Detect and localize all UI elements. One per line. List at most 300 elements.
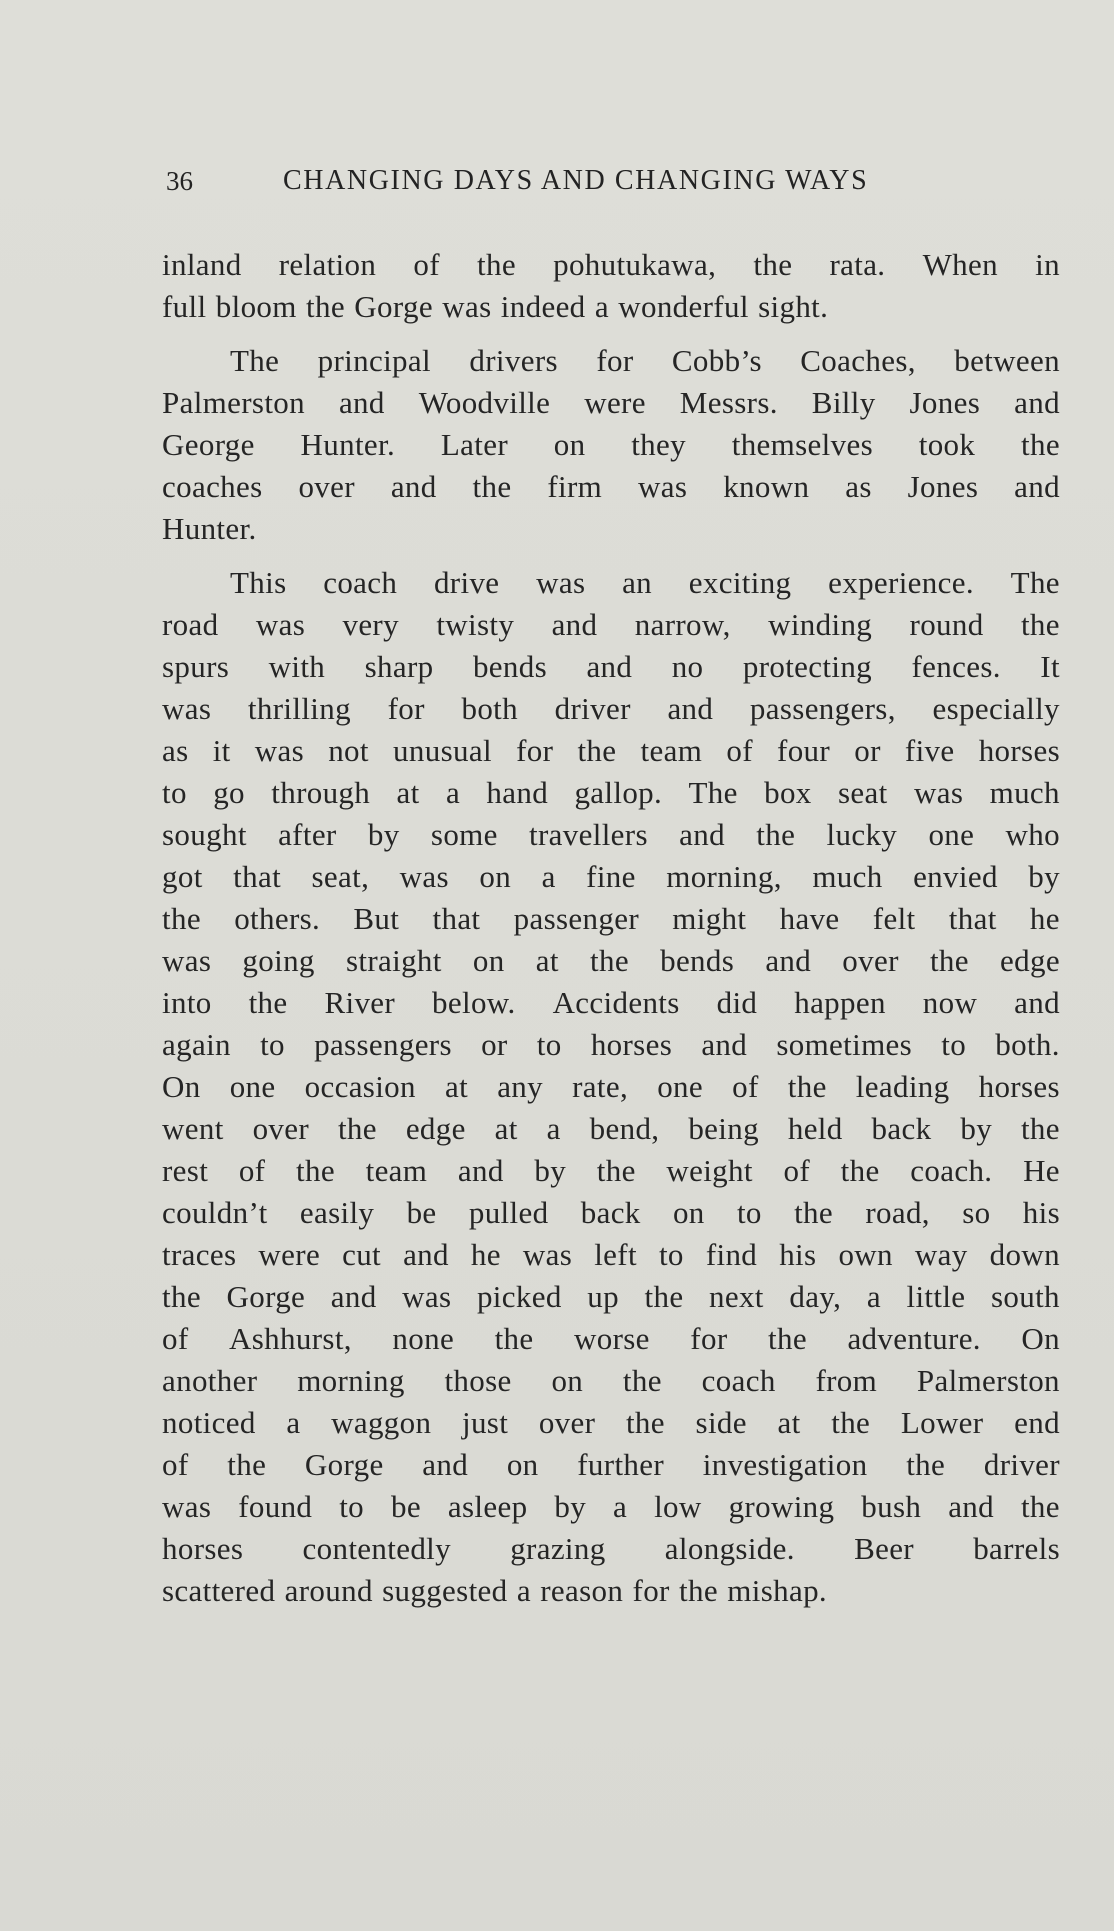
word: drive: [433, 565, 500, 600]
word: with: [268, 649, 326, 684]
word: went: [162, 1111, 224, 1146]
word: just: [461, 1405, 509, 1440]
word: Gorge: [304, 1447, 384, 1482]
word: bloom: [215, 289, 297, 324]
word: was: [442, 289, 492, 324]
word: exciting: [688, 565, 792, 600]
word: and: [338, 385, 385, 420]
word: happen: [794, 985, 886, 1020]
word: the: [227, 1447, 267, 1482]
word: be: [390, 1489, 421, 1524]
word: by: [534, 1153, 567, 1188]
word: a: [516, 1573, 531, 1608]
word: the: [494, 1321, 534, 1356]
word: passenger: [513, 901, 640, 936]
word: back: [871, 1111, 932, 1146]
word: by: [367, 817, 400, 852]
word: to: [339, 1489, 365, 1524]
word: occasion: [304, 1069, 416, 1104]
word: was: [255, 607, 306, 642]
text-line: [162, 1024, 1060, 1066]
word: the: [929, 943, 969, 978]
word: reason: [540, 1573, 624, 1608]
paragraph-1: [162, 244, 1062, 328]
word: especially: [932, 691, 1060, 726]
word: twisty: [436, 607, 515, 642]
word: again: [162, 1027, 231, 1062]
word: seat,: [311, 859, 370, 894]
text-line: [162, 382, 1060, 424]
word: Lower: [900, 1405, 984, 1440]
word: and: [422, 1447, 469, 1482]
word: of: [726, 733, 753, 768]
word: by: [554, 1489, 587, 1524]
word: a: [286, 1405, 301, 1440]
word: his: [779, 1237, 817, 1272]
word: noticed: [162, 1405, 256, 1440]
word: edge: [1000, 943, 1060, 978]
text-line: [162, 1360, 1060, 1402]
word: and: [667, 691, 714, 726]
word: at: [494, 1111, 518, 1146]
word: the: [337, 1111, 377, 1146]
word: end: [1014, 1405, 1060, 1440]
word: The: [1010, 565, 1060, 600]
word: some: [430, 817, 498, 852]
word: to: [260, 1027, 285, 1062]
word: fences.: [911, 649, 1001, 684]
word: over: [252, 1111, 310, 1146]
word: principal: [317, 343, 431, 378]
word: of: [238, 1153, 266, 1188]
word: bush: [861, 1489, 922, 1524]
word: be: [406, 1195, 437, 1230]
word: between: [954, 343, 1060, 378]
word: coach.: [910, 1153, 993, 1188]
word: on: [479, 859, 512, 894]
word: Later: [440, 427, 508, 462]
word: a: [541, 859, 556, 894]
word: Palmerston: [916, 1363, 1060, 1398]
word: did: [716, 985, 758, 1020]
text-line: [230, 562, 1060, 604]
word: or: [481, 1027, 508, 1062]
word: after: [278, 817, 337, 852]
word: Palmerston: [162, 385, 305, 420]
word: spurs: [162, 649, 230, 684]
word: the: [756, 817, 796, 852]
word: and: [403, 1237, 449, 1272]
word: for: [387, 691, 425, 726]
word: grazing: [510, 1531, 606, 1566]
word: This: [230, 565, 287, 600]
text-line: [162, 1276, 1060, 1318]
word: the: [1020, 607, 1060, 642]
word: below.: [432, 985, 516, 1020]
word: adventure.: [847, 1321, 981, 1356]
word: mishap.: [727, 1573, 828, 1608]
word: It: [1040, 649, 1060, 684]
word: rest: [162, 1153, 209, 1188]
word: those: [444, 1363, 512, 1398]
word: the: [906, 1447, 946, 1482]
word: the: [840, 1153, 880, 1188]
word: one: [229, 1069, 276, 1104]
word: none: [392, 1321, 455, 1356]
word: around: [284, 1573, 373, 1608]
word: found: [238, 1489, 313, 1524]
word: road: [162, 607, 219, 642]
word: it: [212, 733, 231, 768]
word: Hunter.: [300, 427, 396, 462]
word: another: [162, 1363, 258, 1398]
word: horses: [162, 1531, 244, 1566]
word: the: [596, 1153, 636, 1188]
word: driver: [983, 1447, 1060, 1482]
word: lucky: [826, 817, 898, 852]
word: the: [1021, 427, 1060, 462]
word: unusual: [393, 733, 492, 768]
text-line: [162, 940, 1060, 982]
word: as: [162, 733, 189, 768]
word: the: [590, 943, 629, 978]
word: and: [551, 607, 598, 642]
word: and: [765, 943, 812, 978]
text-line: [162, 1570, 1060, 1612]
word: who: [1005, 817, 1060, 852]
word: and: [948, 1489, 995, 1524]
word: at: [777, 1405, 801, 1440]
word: was: [162, 691, 212, 726]
word: for: [596, 343, 634, 378]
word: that: [233, 859, 282, 894]
word: very: [342, 607, 399, 642]
text-line: [162, 898, 1060, 940]
word: side: [695, 1405, 747, 1440]
body-text: [162, 244, 1062, 1612]
word: the: [1020, 1111, 1060, 1146]
word: winding: [768, 607, 873, 642]
word: was: [522, 1237, 573, 1272]
word: known: [723, 469, 810, 504]
word: Gorge: [354, 289, 433, 324]
word: through: [271, 775, 371, 810]
word: so: [962, 1195, 991, 1230]
word: as: [845, 469, 872, 504]
word: now: [922, 985, 978, 1020]
word: alongside.: [664, 1531, 795, 1566]
word: rate,: [572, 1069, 629, 1104]
word: coaches: [162, 469, 263, 504]
word: morning,: [666, 859, 782, 894]
running-title: CHANGING DAYS AND CHANGING WAYS: [283, 165, 869, 196]
word: the: [296, 1153, 335, 1188]
word: were: [258, 1237, 321, 1272]
word: the: [625, 1405, 665, 1440]
word: horses: [590, 1027, 673, 1062]
word: on: [551, 1363, 584, 1398]
word: further: [577, 1447, 665, 1482]
word: He: [1023, 1153, 1060, 1188]
word: seat: [838, 775, 888, 810]
word: horses: [978, 733, 1060, 768]
word: pohutukawa,: [553, 247, 717, 282]
word: got: [162, 859, 203, 894]
word: held: [787, 1111, 843, 1146]
word: both.: [995, 1027, 1060, 1062]
word: Coaches,: [800, 343, 916, 378]
word: was: [399, 859, 449, 894]
word: traces: [162, 1237, 237, 1272]
word: But: [353, 901, 400, 936]
paragraph-3: [162, 562, 1062, 1612]
word: Jones: [907, 469, 979, 504]
text-line: [162, 424, 1060, 466]
word: Hunter.: [162, 511, 257, 546]
word: the: [768, 1321, 807, 1356]
text-line: [162, 1150, 1060, 1192]
word: back: [580, 1195, 641, 1230]
text-line: [162, 1318, 1060, 1360]
word: have: [779, 901, 840, 936]
word: find: [705, 1237, 758, 1272]
word: themselves: [731, 427, 873, 462]
word: he: [470, 1237, 501, 1272]
word: on: [553, 427, 586, 462]
word: down: [989, 1237, 1060, 1272]
word: cut: [342, 1237, 382, 1272]
word: of: [783, 1153, 811, 1188]
word: River: [324, 985, 396, 1020]
word: the: [248, 985, 288, 1020]
text-line: [162, 646, 1060, 688]
word: to: [736, 1195, 762, 1230]
word: to: [941, 1027, 967, 1062]
word: left: [594, 1237, 637, 1272]
word: a: [445, 775, 461, 810]
word: day,: [789, 1279, 842, 1314]
text-line: [162, 1444, 1060, 1486]
word: next: [709, 1279, 764, 1314]
text-line: [162, 604, 1060, 646]
word: the: [472, 469, 512, 504]
word: envied: [913, 859, 998, 894]
word: bend,: [589, 1111, 660, 1146]
word: hand: [486, 775, 549, 810]
word: the: [753, 247, 793, 282]
word: straight: [345, 943, 442, 978]
word: the: [306, 289, 345, 324]
word: the: [794, 1195, 834, 1230]
word: firm: [547, 469, 603, 504]
word: suggested: [382, 1573, 508, 1608]
word: picked: [476, 1279, 562, 1314]
word: sight.: [758, 289, 829, 324]
running-header: [166, 160, 948, 202]
word: to: [162, 775, 187, 810]
word: over: [538, 1405, 596, 1440]
word: experience.: [828, 565, 974, 600]
text-line: [162, 1528, 1060, 1570]
word: and: [701, 1027, 748, 1062]
word: that: [432, 901, 481, 936]
word: sought: [162, 817, 247, 852]
word: much: [989, 775, 1060, 810]
word: was: [162, 943, 212, 978]
word: horses: [978, 1069, 1060, 1104]
word: sometimes: [776, 1027, 913, 1062]
word: full: [162, 289, 207, 324]
text-line: [162, 1486, 1060, 1528]
word: of: [413, 247, 440, 282]
word: a: [613, 1489, 628, 1524]
word: for: [690, 1321, 728, 1356]
text-line: [162, 1192, 1060, 1234]
word: narrow,: [634, 607, 731, 642]
word: and: [1014, 469, 1060, 504]
word: low: [654, 1489, 702, 1524]
word: way: [914, 1237, 968, 1272]
word: a: [866, 1279, 881, 1314]
word: round: [909, 607, 984, 642]
word: bends: [472, 649, 548, 684]
word: no: [671, 649, 704, 684]
text-line: [162, 466, 1060, 508]
word: investigation: [702, 1447, 868, 1482]
word: edge: [405, 1111, 466, 1146]
word: barrels: [973, 1531, 1060, 1566]
word: not: [328, 733, 369, 768]
word: relation: [278, 247, 377, 282]
word: took: [918, 427, 976, 462]
word: of: [162, 1321, 189, 1356]
text-line: [162, 1402, 1060, 1444]
word: little: [906, 1279, 966, 1314]
paragraph-2: [162, 340, 1062, 550]
word: passengers: [314, 1027, 452, 1062]
word: asleep: [447, 1489, 528, 1524]
word: fine: [586, 859, 636, 894]
word: the: [679, 1573, 718, 1608]
text-line: [162, 730, 1060, 772]
word: team: [365, 1153, 428, 1188]
text-line: [162, 1108, 1060, 1150]
word: drivers: [469, 343, 558, 378]
word: On: [1021, 1321, 1060, 1356]
word: at: [445, 1069, 469, 1104]
word: easily: [299, 1195, 375, 1230]
word: felt: [872, 901, 916, 936]
word: Jones: [909, 385, 981, 420]
word: on: [506, 1447, 539, 1482]
text-line: [162, 982, 1060, 1024]
word: The: [230, 343, 280, 378]
word: Cobb’s: [671, 343, 762, 378]
word: and: [586, 649, 633, 684]
word: bends: [660, 943, 735, 978]
word: the: [622, 1363, 662, 1398]
word: at: [396, 775, 420, 810]
word: driver: [554, 691, 631, 726]
word: The: [688, 775, 738, 810]
text-line: [162, 244, 1060, 286]
text-line: [162, 1066, 1060, 1108]
word: morning: [297, 1363, 405, 1398]
word: in: [1035, 247, 1060, 282]
word: leading: [855, 1069, 950, 1104]
word: to: [658, 1237, 684, 1272]
word: and: [390, 469, 437, 504]
word: rata.: [829, 247, 886, 282]
word: for: [632, 1573, 670, 1608]
word: up: [587, 1279, 619, 1314]
word: were: [584, 385, 646, 420]
word: Accidents: [552, 985, 680, 1020]
word: over: [298, 469, 355, 504]
word: of: [732, 1069, 759, 1104]
word: weight: [666, 1153, 753, 1188]
word: over: [842, 943, 899, 978]
word: George: [162, 427, 255, 462]
word: Messrs.: [679, 385, 778, 420]
word: Gorge: [226, 1279, 306, 1314]
word: Woodville: [418, 385, 551, 420]
word: was: [254, 733, 305, 768]
word: they: [631, 427, 686, 462]
text-line: [162, 772, 1060, 814]
word: box: [764, 775, 812, 810]
word: road,: [865, 1195, 930, 1230]
word: his: [1022, 1195, 1060, 1230]
word: team: [640, 733, 703, 768]
word: and: [1014, 385, 1060, 420]
word: and: [457, 1153, 504, 1188]
word: When: [922, 247, 998, 282]
word: the: [162, 901, 201, 936]
word: one: [657, 1069, 703, 1104]
word: indeed: [500, 289, 586, 324]
word: being: [688, 1111, 759, 1146]
text-line: [162, 814, 1060, 856]
word: on: [472, 943, 505, 978]
word: was: [162, 1489, 212, 1524]
word: growing: [728, 1489, 835, 1524]
word: passengers,: [749, 691, 896, 726]
word: go: [213, 775, 245, 810]
word: an: [622, 565, 653, 600]
word: by: [1028, 859, 1060, 894]
word: into: [162, 985, 212, 1020]
word: the: [787, 1069, 827, 1104]
word: much: [812, 859, 883, 894]
text-line: [162, 688, 1060, 730]
word: and: [679, 817, 725, 852]
word: pulled: [468, 1195, 549, 1230]
word: the: [831, 1405, 871, 1440]
word: both: [461, 691, 518, 726]
word: wonderful: [618, 289, 749, 324]
word: the: [1020, 1489, 1060, 1524]
word: might: [672, 901, 747, 936]
word: was: [638, 469, 688, 504]
word: coach: [701, 1363, 776, 1398]
word: and: [1014, 985, 1060, 1020]
word: waggon: [331, 1405, 432, 1440]
word: one: [928, 817, 975, 852]
word: own: [838, 1237, 893, 1272]
word: Ashhurst,: [229, 1321, 352, 1356]
word: to: [536, 1027, 562, 1062]
